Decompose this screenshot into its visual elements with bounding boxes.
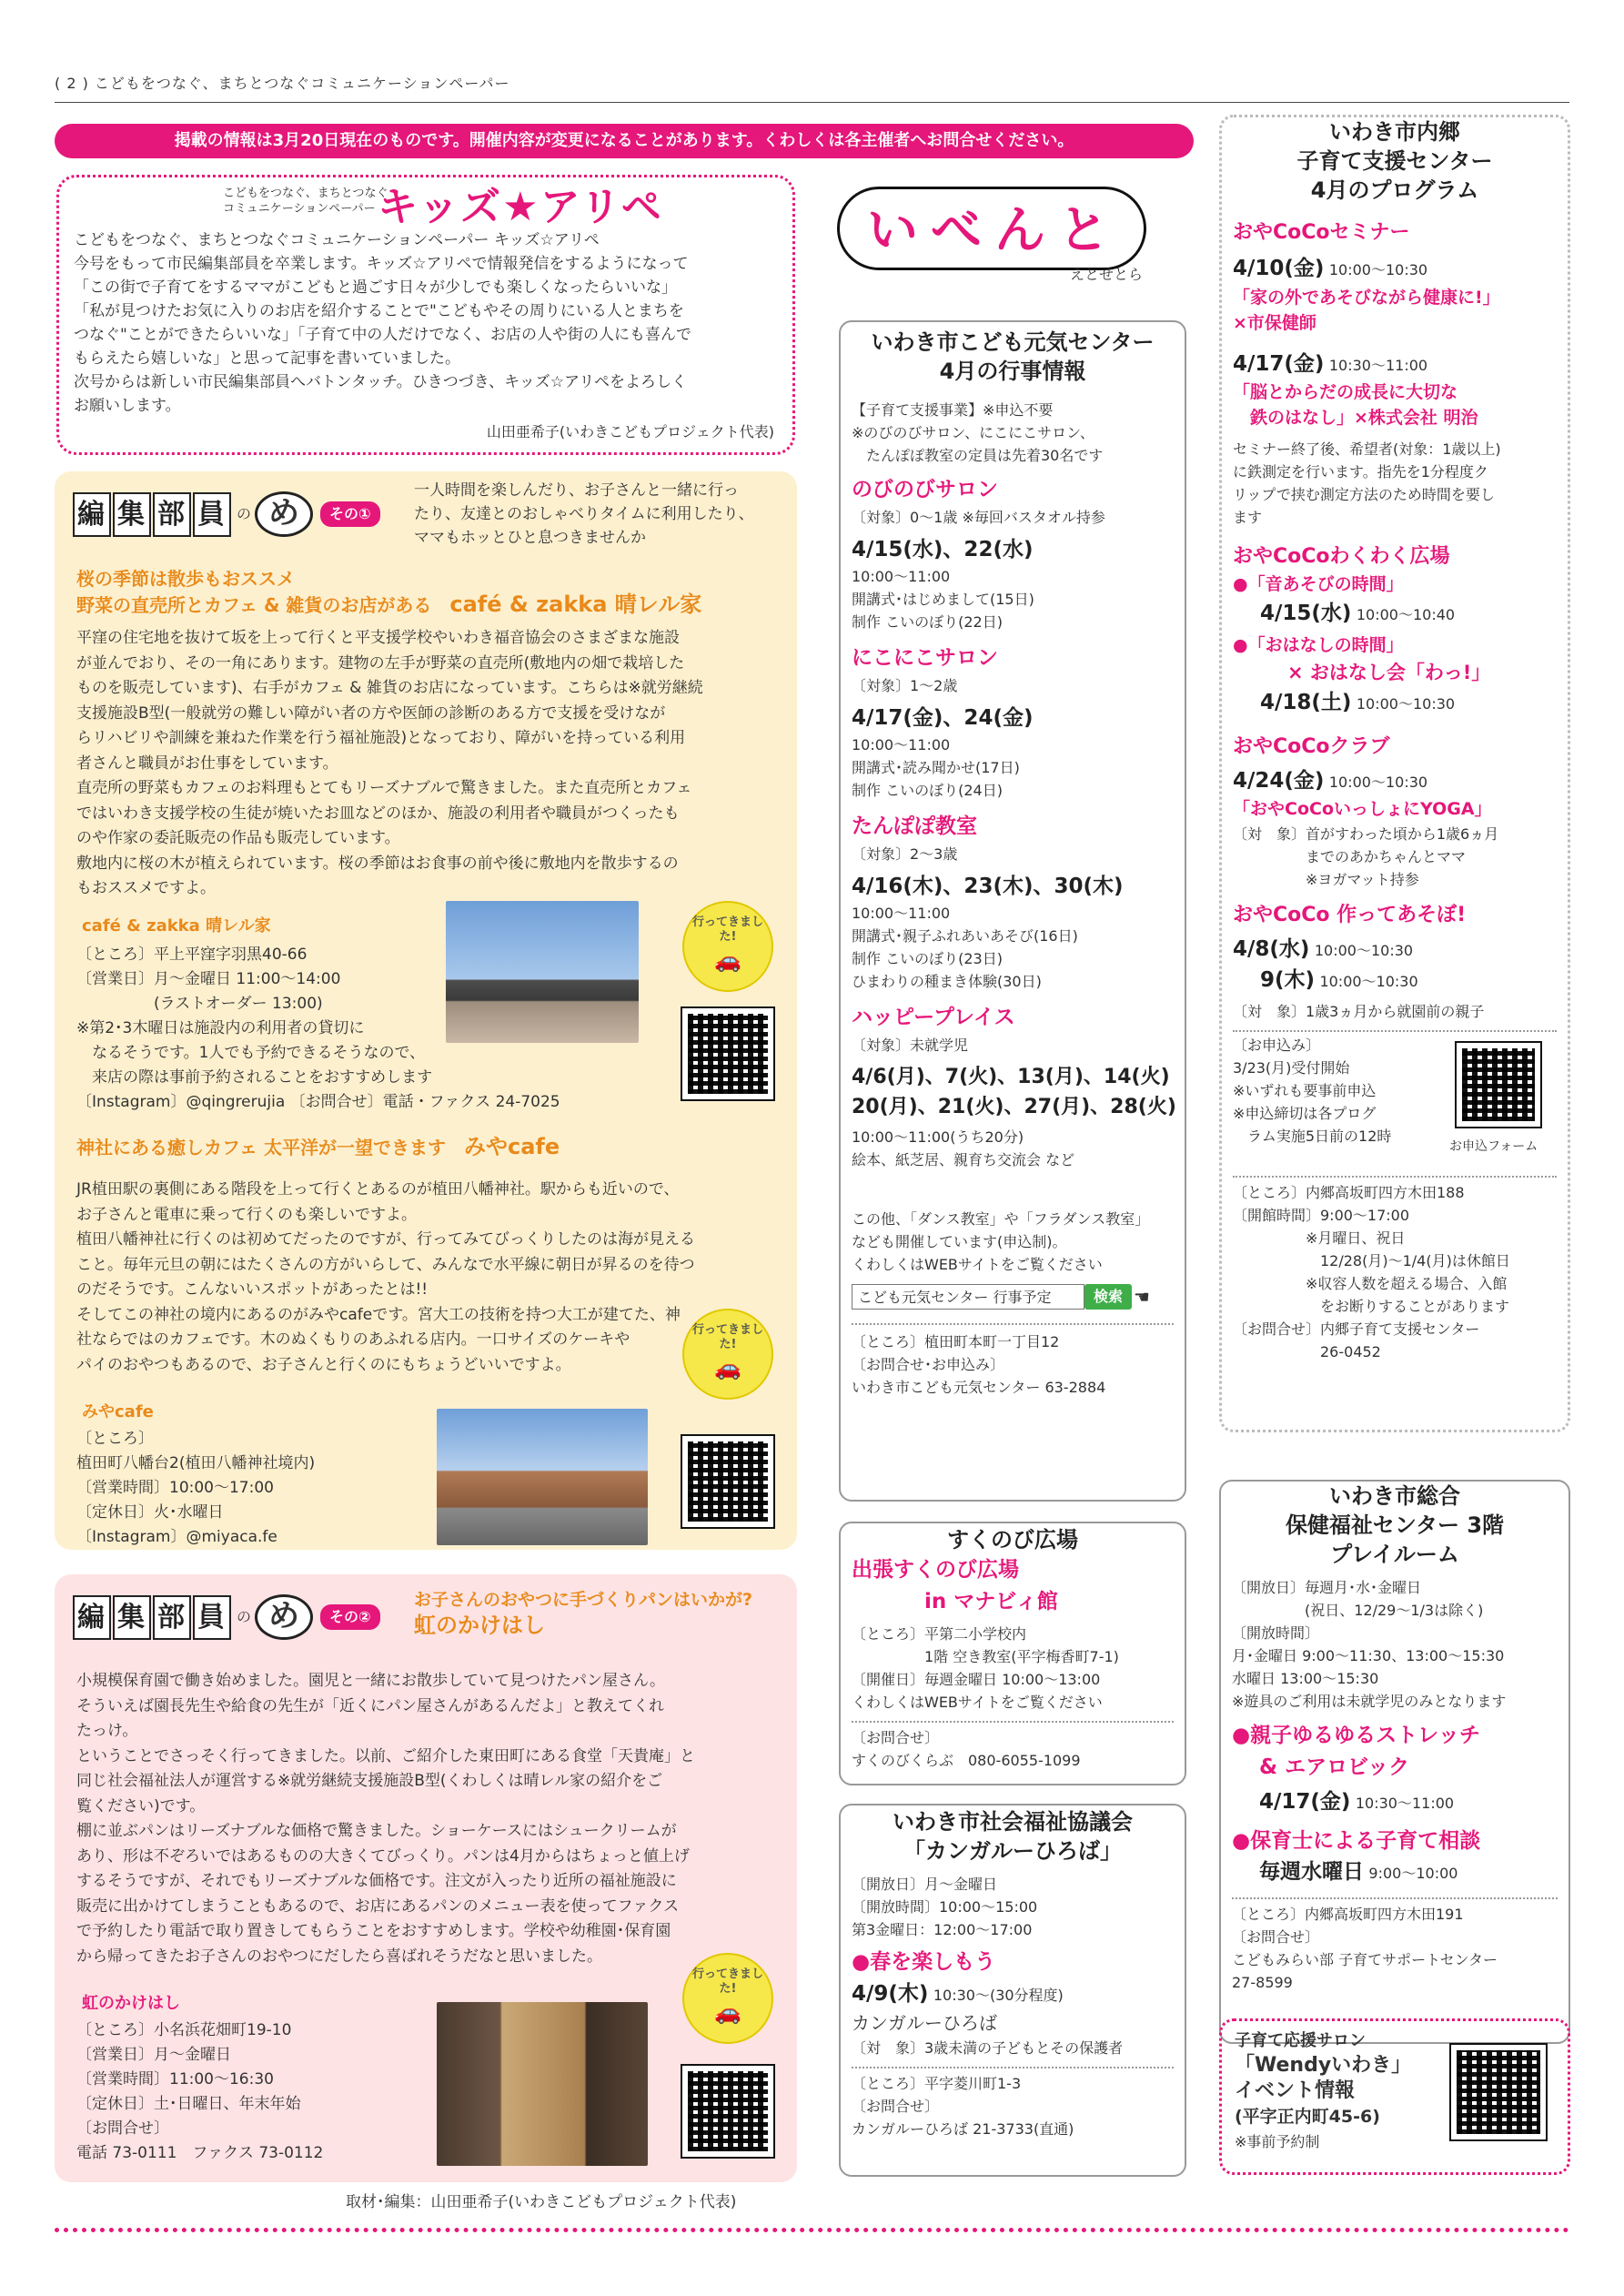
box-title: 4月のプログラム: [1310, 177, 1479, 203]
editor1-para2: [76, 1178, 777, 1378]
info-line: すくのびくらぶ 080-6055-1099: [852, 1752, 1081, 1769]
event-target: 〔対 象〕3歳未満の子どもとその保護者: [852, 2039, 1124, 2057]
editor2-heading: [414, 1587, 752, 1638]
section-time: 9:00～10:00: [1368, 1865, 1458, 1882]
info-line: 植田町八幡台2(植田八幡神社境内): [76, 1454, 316, 1472]
para-line: 社ならではのカフェです。木のぬくもりのあふれる店内。一口サイズのケーキや: [76, 1330, 630, 1349]
box-title: いわき市内郷: [1329, 119, 1460, 145]
info-line: カンガルーひろば 21-3733(直通): [852, 2120, 1074, 2138]
info-line: 〔開放時間〕10:00～15:00: [852, 1898, 1038, 1916]
heading-line: お子さんのおやつに手づくりパンはいかが?: [414, 1590, 753, 1610]
para-line: 支援施設B型(一般就労の難しい障がい者の方や医師の診断のある方で支援を受けなが: [76, 703, 666, 723]
info-line: 〔営業時間〕10:00～17:00: [76, 1479, 274, 1497]
hoken-fukushi-center-box: [1219, 1480, 1570, 2044]
para-line: ということでさっそく行ってきました。以前、ご紹介した東田町にある食堂「天貴庵」と: [76, 1746, 695, 1765]
event-subtitle: えとせとら: [1070, 266, 1144, 283]
box-title: 子育て支援センター: [1296, 148, 1493, 174]
program-title: ●「音あそびの時間」: [1233, 574, 1404, 594]
info-line: 10:00～11:00(うち20分): [852, 1128, 1024, 1146]
kids-line: 「私が見つけたお気に入りのお店を紹介することで"こどもやその周りにいる人とまちを: [74, 302, 684, 320]
para-line: 同じ社会福祉法人が運営する※就労継続支援施設B型(くわしくは晴レル家の紹介をご: [76, 1772, 663, 1790]
info-line: 〔開放日〕月～金曜日: [852, 1876, 998, 1893]
program-title: × おはなし会「わっ!」: [1287, 661, 1491, 683]
para-line: が並んでおり、その一角にあります。建物の左手が野菜の直売所(敷地内の畑で栽培した: [76, 653, 685, 673]
kids-signature: 山田亜希子(いわきこどもプロジェクト代表): [486, 423, 774, 440]
para-line: お子さんと電車に乗って行くのも楽しいですよ。: [76, 1205, 417, 1224]
kids-line: つなぐ"ことができたらいいな」「子育て中の人だけでなく、お店の人や街の人にも喜んで: [74, 326, 691, 344]
para-line: もおススメですよ。: [76, 879, 216, 897]
editor-badge-2: [73, 1594, 380, 1640]
section-title: おやCoCoわくわく広場: [1233, 545, 1450, 568]
para-line: そういえば園長先生や給食の先生が「近くにパン屋さんがあるんだよ」と教えてくれ: [76, 1696, 664, 1715]
editor1-heading-2: 神社にある癒しカフェ 太平洋が一望できます みやcafe: [76, 1134, 560, 1159]
info-line: 〔対 象〕首がすわった頃から1歳6ヵ月: [1233, 824, 1499, 843]
section-target: 〔対象〕2～3歳: [852, 845, 958, 863]
section-time: 10:00～10:40: [1356, 605, 1456, 623]
info-line: いわき市こども元気センター 63-2884: [852, 1378, 1106, 1396]
info-line: 電話 73-0111 ファクス 73-0112: [76, 2144, 324, 2162]
info-line: 〔お問合せ〕: [852, 1729, 940, 1746]
kids-line: お願いします。: [74, 397, 181, 415]
search-row: [852, 1283, 1174, 1310]
editor-no: の: [237, 1608, 252, 1625]
section-time: 10:30～11:00: [1328, 356, 1428, 374]
para-line: 植田八幡神社に行くのは初めてだったのですが、行ってみてびっくりしたのは海が見える: [76, 1230, 695, 1249]
info-line: 〔お問合せ〕: [852, 2098, 940, 2115]
section-date: 4/17(金): [1233, 351, 1325, 376]
section-date: 4/18(土): [1260, 691, 1352, 714]
section-title: & エアロビック: [1259, 1755, 1410, 1779]
shop3-qr-code[interactable]: [682, 2066, 773, 2157]
para-line: あり、形は不ぞろいではあるものの大きくてびっくり。パンは4月からはちょっと値上げ: [76, 1846, 690, 1866]
para-line: で予約したり電話で取り置きしてもらうことをおすすめします。学校や幼稚園･保育園: [76, 1922, 671, 1940]
pointer-hand-icon: ☚: [1134, 1285, 1150, 1308]
info-line: 〔定休日〕火･水曜日: [76, 1503, 224, 1522]
shop1-name: café & zakka 晴レル家: [82, 916, 271, 936]
kids-body: [74, 228, 774, 418]
divider: [852, 2067, 1174, 2068]
info-line: 〔対 象〕1歳3ヵ月から就園前の親子: [1233, 1002, 1485, 1020]
info-line: 〔Instagram〕@qingrerujia 〔お問合せ〕電話・ファクス 24-7025: [76, 1093, 560, 1111]
info-line: 〔ところ〕内郷高坂町四方木田188: [1233, 1183, 1465, 1201]
info-line: 10:00～11:00: [852, 568, 951, 585]
kids-tagline-1: こどもをつなぐ、まちとつなぐ: [223, 187, 388, 200]
info-line: 〔ところ〕内郷高坂町四方木田191: [1232, 1905, 1464, 1923]
info-line: ラム実施5日前の12時: [1233, 1127, 1392, 1145]
info-line: 〔ところ〕: [76, 1430, 154, 1448]
box-title: いわき市総合: [1329, 1483, 1460, 1509]
divider: [1233, 1030, 1557, 1032]
box-title: 保健福祉センター 3階: [1285, 1512, 1505, 1538]
info-line: くわしくはWEBサイトをご覧ください: [852, 1694, 1103, 1711]
info-line: くわしくはWEBサイトをご覧ください: [852, 1255, 1103, 1273]
apply-form-qr-code[interactable]: [1457, 1043, 1540, 1127]
para-line: 小規模保育園で働き始めました。園児と一緒にお散歩していて見つけたパン屋さん。: [76, 1672, 666, 1690]
event-place: カンガルーひろば: [852, 2012, 997, 2034]
divider: [1232, 1897, 1558, 1899]
info-line: なども開催しています(申込制)。: [852, 1232, 1067, 1250]
shop1-qr-code[interactable]: [682, 1008, 773, 1099]
kangaroo-hiroba-box: [839, 1804, 1186, 2177]
kodomo-genki-center-box: [839, 320, 1186, 1502]
section-time: 10:00～10:30: [1328, 773, 1428, 791]
info-line: 27-8599: [1232, 1973, 1293, 1991]
section-date: 4/15(水)、22(水): [852, 537, 1034, 561]
page-header: ( 2 ) こどもをつなぐ、まちとつなぐコミュニケーションペーパー: [55, 75, 510, 92]
info-line: 絵本、紙芝居、親育ち交流会 など: [852, 1150, 1075, 1168]
info-line: 10:00～11:00: [852, 736, 951, 754]
editor-title: 編 集 部 員: [73, 492, 233, 537]
sukunobi-box: [839, 1522, 1186, 1785]
section-title: in マナビィ館: [924, 1589, 1058, 1613]
section-time: 10:30～(30分程度): [933, 1986, 1064, 2004]
section-date: 4/17(金): [1259, 1790, 1351, 1814]
program-title: ●「おはなしの時間」: [1233, 635, 1404, 655]
info-line: をお断りすることがあります: [1233, 1297, 1510, 1315]
info-line: 〔お申込み〕: [1233, 1036, 1321, 1054]
info-line: 〔ところ〕植田町本町一丁目12: [852, 1332, 1060, 1350]
program-title: ×市保健師: [1233, 312, 1316, 333]
para-line: 覧ください)です。: [76, 1796, 206, 1816]
event-logo: [837, 187, 1146, 270]
editor1-intro: [414, 479, 754, 550]
intro-line: 【子育て支援事業】※申込不要: [852, 401, 1054, 419]
info-line: 26-0452: [1233, 1342, 1381, 1360]
section-target: 〔対象〕1～2歳: [852, 676, 958, 694]
info-line: リップで挟む測定方法のため時間を要し: [1233, 486, 1495, 503]
info-line: 〔ところ〕平字菱川町1-3: [852, 2075, 1022, 2092]
section-title: おやCoCoクラブ: [1233, 734, 1390, 758]
section-date: 4/6(月)、7(火)、13(月)、14(火): [852, 1065, 1170, 1088]
para-line: 敷地内に桜の木が植えられています。桜の季節はお食事の前や後に敷地内を散歩するの: [76, 854, 679, 873]
editor-me-eye-icon: め: [255, 491, 313, 537]
info-line: こどもみらい部 子育てサポートセンター: [1232, 1950, 1498, 1968]
para-line: ものを販売しています)、右手がカフェ & 雑貨のお店になっています。こちらは※就労継続: [76, 679, 703, 697]
section-date: 20(月)、21(火)、27(月)、28(火): [852, 1095, 1176, 1118]
info-line: セミナー終了後、希望者(対象：1歳以上): [1233, 440, 1501, 458]
intro-line: たり、友達とのおしゃべりタイムに利用したり、: [414, 505, 754, 523]
editor2-para: [76, 1669, 777, 1969]
section-title: にこにこサロン: [852, 646, 998, 670]
bottom-dotted-rule: [55, 2228, 1569, 2232]
program-title: 「家の外であそびながら健康に!」: [1233, 287, 1500, 308]
section-date: 4/16(木)、23(木)、30(木): [852, 874, 1124, 898]
event-logo-text: いべんと: [867, 201, 1122, 260]
info-line: 〔開放日〕毎週月･水･金曜日: [1232, 1579, 1422, 1596]
info-line: 〔ところ〕小名浜花畑町19-10: [76, 2021, 292, 2039]
para-line: 販売に出かけてしまうこともあるので、お店にあるパンのメニュー表を使ってファクス: [76, 1896, 680, 1916]
kids-line: こどもをつなぐ、まちとつなぐコミュニケーションペーパー キッズ☆アリペ: [74, 231, 600, 249]
section-title: ハッピープレイス: [852, 1006, 1015, 1029]
para-line: 者さんと職員がお仕事をしています。: [76, 754, 338, 773]
intro-line: たんぽぽ教室の定員は先着30名です: [852, 447, 1104, 464]
editor-section-2: [55, 1574, 797, 2182]
section-date: 4/9(木): [852, 1981, 929, 2006]
info-line: 〔営業時間〕11:00～16:30: [76, 2070, 274, 2089]
section-date: 4/8(水): [1233, 936, 1310, 961]
intro-line: ママもホッとひと息つきませんか: [414, 529, 646, 547]
shop1-photo: [446, 901, 639, 1043]
para-line: 平窪の住宅地を抜けて坂を上って行くと平支援学校やいわき福音協会のさまざまな施設: [76, 629, 680, 647]
editor1-heading: [76, 566, 701, 618]
info-line: までのあかちゃんとママ: [1233, 847, 1467, 865]
info-line: に鉄測定を行います。指先を1分程度ク: [1233, 463, 1488, 480]
para-line: そしてこの神社の境内にあるのがみやcafeです。宮大工の技術を持つ大工が建てた、神: [76, 1305, 681, 1324]
section-date: 9(木): [1260, 968, 1316, 992]
info-line: 来店の際は事前予約されることをおすすめします: [76, 1068, 433, 1087]
shop2-photo: [437, 1409, 648, 1545]
section-title: たんぽぽ教室: [852, 814, 977, 838]
notice-bar: 掲載の情報は3月20日現在のものです。開催内容が変更になることがあります。くわしくは各主催者へお問合せください。: [55, 124, 1194, 158]
kids-tagline: [223, 187, 388, 217]
search-input[interactable]: こども元気センター 行事予定: [852, 1284, 1084, 1310]
shop3-info: [76, 2018, 323, 2166]
info-line: 1階 空き教室(平字梅香町7-1): [852, 1648, 1119, 1665]
section-time: 10:00～10:30: [1356, 695, 1456, 713]
section-time: 10:00～10:30: [1328, 261, 1428, 278]
info-line: 制作 こいのぼり(24日): [852, 782, 1003, 799]
shop2-name: みやcafe: [82, 1402, 154, 1421]
info-line: ひまわりの種まき体験(30日): [852, 973, 1042, 990]
info-line: 〔Instagram〕@miyaca.fe: [76, 1528, 277, 1546]
section-title: おやCoCo 作ってあそぼ!: [1233, 903, 1467, 926]
para-line: ではいわき支援学校の生徒が焼いたお皿などのほか、施設の利用者や職員がつくったも: [76, 804, 680, 823]
info-line: 3/23(月)受付開始: [1233, 1058, 1350, 1077]
box-title: いわき市社会福祉協議会: [893, 1809, 1133, 1835]
section-title: おやCoCoセミナー: [1233, 221, 1410, 244]
info-line: 〔開放時間〕: [1232, 1624, 1320, 1642]
qr-label: お申込フォーム: [1449, 1138, 1538, 1154]
section-title: のびのびサロン: [852, 478, 998, 501]
para-line: するそうですが、それでもリーズナブルな価格です。注文が入ったり近所の福祉施設に: [76, 1872, 677, 1890]
shop3-photo: [437, 2002, 648, 2166]
info-line: 〔ところ〕平上平窪字羽黒40-66: [76, 946, 308, 964]
program-title: 鉄のはなし」×株式会社 明治: [1233, 408, 1478, 428]
info-line: 月･金曜日 9:00～11:30、13:00～15:30: [1232, 1647, 1505, 1664]
section-target: 〔対象〕0～1歳 ※毎回バスタオル持参: [852, 508, 1105, 526]
para-line: のや作家の委託販売の作品も販売しています。: [76, 829, 400, 847]
info-line: 〔ところ〕平第二小学校内: [852, 1625, 1027, 1643]
divider: [852, 1323, 1174, 1325]
credit-line: 取材･編集：山田亜希子(いわきこどもプロジェクト代表): [346, 2193, 737, 2211]
shop3-name: 虹のかけはし: [82, 1994, 180, 2013]
intro-line: 一人時間を楽しんだり、お子さんと一緒に行っ: [414, 481, 739, 500]
editor-me-eye-icon: め: [255, 1594, 313, 1640]
visited-stamp-icon: 行ってきました! 🚗: [682, 1953, 773, 2044]
section-time: 10:00～10:30: [1314, 941, 1414, 959]
info-line: この他、「ダンス教室」や「フラダンス教室」: [852, 1209, 1150, 1228]
shop-heading-name: café & zakka 晴レル家: [449, 592, 702, 617]
para-line: たっけ。: [76, 1722, 138, 1740]
kids-line: 「この街で子育てをするママがこどもと過ごす日々が少しでも楽しくなったらいいな」: [74, 278, 677, 297]
info-line: 〔お問合せ･お申込み〕: [852, 1355, 1005, 1373]
box-title: 4月の行事情報: [939, 359, 1086, 384]
heading-line: 野菜の直売所とカフェ & 雑貨のお店がある: [76, 594, 432, 616]
wendy-label: 子育て応援サロン: [1235, 2031, 1366, 2050]
para-line: パイのおやつもあるので、お子さんと行くのにもちょうどいいですよ。: [76, 1355, 571, 1374]
section-title: ●親子ゆるゆるストレッチ: [1232, 1724, 1480, 1747]
wendy-address: (平字正内町45-6): [1235, 2107, 1380, 2127]
kids-tagline-2: コミュニケーションペーパー: [223, 201, 376, 216]
section-target: 〔対象〕未就学児: [852, 1036, 969, 1054]
para-line: こと。毎年元旦の朝にはたくさんの方がいらして、みんなで水平線に朝日が昇るのを待つ: [76, 1255, 695, 1274]
info-line: ※収容人数を超える場合、入館: [1233, 1274, 1508, 1292]
wendy-title: イベント情報: [1235, 2079, 1356, 2102]
wendy-title: 「Wendyいわき」: [1235, 2054, 1412, 2077]
box-title: 「カンガルーひろば」: [903, 1838, 1122, 1864]
kids-line: 次号からは新しい市民編集部員へバトンタッチ。ひきつづき、キッズ☆アリペをよろしく: [74, 373, 687, 391]
program-title: 「おやCoCoいっしょにYOGA」: [1233, 799, 1492, 819]
info-line: 開講式･読み聞かせ(17日): [852, 759, 1020, 776]
info-line: 〔開催日〕毎週金曜日 10:00～13:00: [852, 1671, 1101, 1688]
shop2-info: [76, 1427, 315, 1550]
shop-heading-name: みやcafe: [463, 1134, 560, 1159]
kids-line: もらえたら嬉しいな」と思って記事を書いていました。: [74, 349, 460, 368]
info-line: ※月曜日、祝日: [1233, 1229, 1406, 1247]
box-title: いわき市こども元気センター: [871, 329, 1155, 355]
info-line: ※遊具のご利用は未就学児のみとなります: [1232, 1693, 1507, 1710]
editor-title: 編 集 部 員: [73, 1595, 233, 1640]
box-title: プレイルーム: [1330, 1542, 1459, 1567]
info-line: 〔お問合せ〕: [76, 2119, 169, 2138]
kids-alipe-logo: キッズ★アリペ: [378, 184, 663, 230]
intro-line: ※のびのびサロン、にこにこサロン、: [852, 424, 1094, 441]
section-date: 4/15(水): [1260, 601, 1352, 625]
section-title: 出張すくのび広場: [852, 1558, 1019, 1582]
info-line: (ラストオーダー 13:00): [76, 995, 323, 1013]
visited-stamp-icon: 行ってきました! 🚗: [682, 1309, 773, 1400]
divider: [852, 1721, 1174, 1723]
info-line: (祝日、12/29～1/3は除く): [1232, 1602, 1484, 1619]
section-time: 10:00～10:30: [1319, 973, 1418, 990]
editor-no: の: [237, 505, 252, 522]
section-date: 毎週水曜日: [1259, 1860, 1364, 1884]
info-line: 〔お問合せ〕: [1232, 1927, 1320, 1946]
para-line: 棚に並ぶパンはリーズナブルな価格で驚きました。ショーケースにはシュークリームが: [76, 1822, 677, 1840]
para-line: 直売所の野菜もカフェのお料理もとてもリーズナブルで驚きました。また直売所とカフェ: [76, 779, 692, 797]
para-line: のだそうです。こんないいスポットがあったとは!!: [76, 1280, 429, 1299]
editor-section-1: [55, 471, 797, 1550]
info-line: ます: [1233, 509, 1263, 526]
wendy-qr-code[interactable]: [1451, 2045, 1546, 2139]
info-line: 〔お問合せ〕内郷子育て支援センター: [1233, 1320, 1480, 1338]
info-line: 〔開館時間〕9:00～17:00: [1233, 1206, 1410, 1224]
info-line: 開講式･はじめまして(15日): [852, 591, 1034, 608]
info-line: 制作 こいのぼり(23日): [852, 950, 1003, 967]
heading-line: 桜の季節は散歩もおススメ: [76, 568, 295, 590]
section-time: 10:30～11:00: [1355, 1795, 1455, 1812]
shop-heading-name: 虹のかけはし: [414, 1613, 545, 1638]
info-line: 水曜日 13:00～15:30: [1232, 1670, 1379, 1687]
kids-line: 今号をもって市民編集部員を卒業します。キッズ☆アリペで情報発信をするようになって: [74, 255, 689, 273]
wendy-iwaki-box: [1219, 2018, 1570, 2175]
program-title: 「脳とからだの成長に大切な: [1233, 382, 1458, 402]
editor1-para1: [76, 626, 777, 902]
divider: [1233, 1176, 1557, 1178]
visited-stamp-icon: 行ってきました! 🚗: [682, 901, 773, 992]
info-line: 〔定休日〕土･日曜日、年末年始: [76, 2095, 301, 2113]
info-line: 第3金曜日：12:00～17:00: [852, 1921, 1033, 1938]
info-line: なるそうです。1人でも予約できるそうなので、: [76, 1044, 426, 1062]
info-line: ※ヨガマット持参: [1233, 870, 1419, 888]
section-date: 4/17(金)、24(金): [852, 705, 1034, 730]
section-date: 4/24(金): [1233, 768, 1325, 793]
uchigo-support-center-box: [1219, 115, 1570, 1432]
section-title: ●春を楽しもう: [852, 1950, 996, 1974]
editor-sono-badge: その①: [320, 501, 380, 527]
kids-alipe-box: [56, 175, 795, 455]
info-line: 10:00～11:00: [852, 905, 951, 922]
box-title: すくのび広場: [947, 1527, 1078, 1553]
info-line: 〔営業日〕月～金曜日: [76, 2046, 231, 2064]
info-line: ※申込締切は各プログ: [1233, 1104, 1377, 1122]
info-line: 〔営業日〕月～金曜日 11:00～14:00: [76, 970, 341, 988]
info-line: 開講式･親子ふれあいあそび(16日): [852, 927, 1078, 945]
para-line: から帰ってきたお子さんのおやつにだしたら喜ばれそうだなと思いました。: [76, 1947, 602, 1966]
info-line: 12/28(月)～1/4(月)は休館日: [1233, 1251, 1510, 1269]
header-rule: [55, 102, 1569, 103]
info-line: 制作 こいのぼり(22日): [852, 613, 1003, 631]
editor-badge-1: [73, 491, 380, 537]
info-line: ※第2･3木曜日は施設内の利用者の貸切に: [76, 1019, 365, 1037]
wendy-note: ※事前予約制: [1235, 2132, 1320, 2150]
shop2-qr-code[interactable]: [682, 1436, 773, 1527]
section-title: ●保育士による子育て相談: [1232, 1828, 1481, 1853]
section-date: 4/10(金): [1233, 257, 1325, 280]
editor-sono-badge: その②: [320, 1604, 380, 1630]
search-button[interactable]: 検索: [1084, 1284, 1132, 1310]
info-line: ※いずれも要事前申込: [1233, 1081, 1377, 1099]
para-line: らリハビリや訓練を兼ねた作業を行う福祉施設)となっており、障がいを持っている利用: [76, 729, 686, 747]
para-line: JR植田駅の裏側にある階段を上って行くとあるのが植田八幡神社。駅からも近いので、: [76, 1180, 680, 1199]
